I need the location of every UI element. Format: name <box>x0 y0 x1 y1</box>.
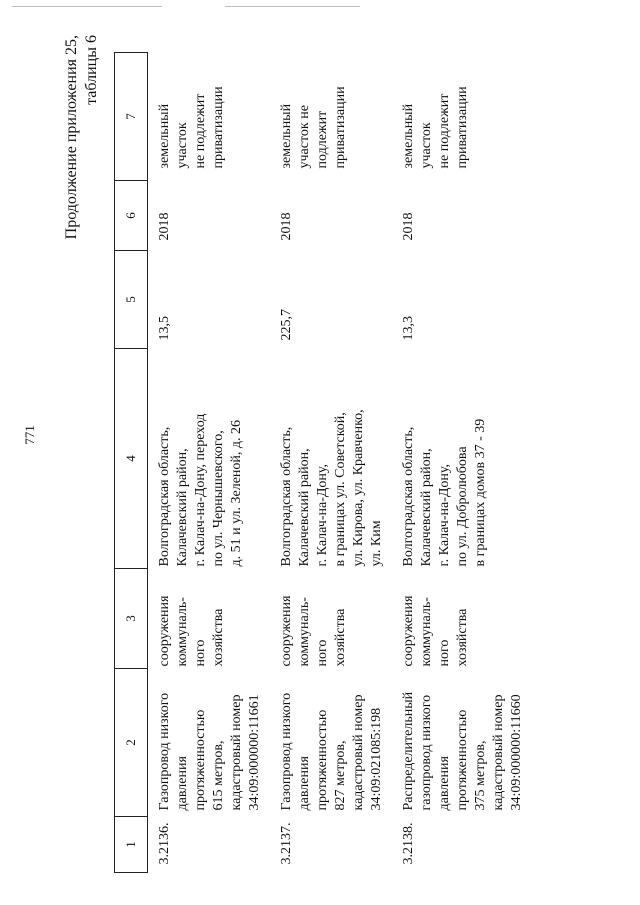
object-name: Распределительный газопровод низкого давления протяженностью 375 метров, кадастровый номер 34:09:000000:11660 <box>401 691 524 811</box>
object-purpose: сооружения коммуналь- ного хозяйства <box>279 595 348 667</box>
table-row <box>270 53 392 873</box>
header-row <box>115 53 148 873</box>
col-header: 7 <box>115 53 148 181</box>
object-address: Волгоградская область, Калачевский район, г. Калач-на-Дону, в границах ул. Советской, ул. Кирова, ул. Кравченко, ул. Ким <box>279 409 384 567</box>
appendix-caption <box>62 35 102 395</box>
object-name: Газопровод низкого давления протяженностью 615 метров, кадастровый номер 34:09:000000:11661 <box>157 692 262 811</box>
object-purpose: сооружения коммуналь- ного хозяйства <box>157 595 226 667</box>
row-number: 3.2138. <box>401 822 416 865</box>
appendix-caption-line1: Продолжение приложения 25, <box>63 35 80 240</box>
col-header: 1 <box>115 817 148 873</box>
object-address: Волгоградская область, Калачевский район, г. Калач-на-Дону, переход по ул. Чернышевского, д. 51 и ул. Зеленой, д. 26 <box>157 413 244 567</box>
object-length: 13,3 <box>401 316 416 341</box>
object-year: 2018 <box>279 212 294 241</box>
row-number: 3.2136. <box>157 822 172 865</box>
object-name: Газопровод низкого давления протяженностью 827 метров, кадастровый номер 34:09:021085:198 <box>279 692 384 811</box>
table-row <box>148 53 271 873</box>
object-purpose: сооружения коммуналь- ного хозяйства <box>401 595 470 667</box>
col-header: 3 <box>115 569 148 669</box>
object-address: Волгоградская область, Калачевский район, г. Калач-на-Дону, по ул. Добролюбова в границах домов 37 - 39 <box>401 418 488 567</box>
object-year: 2018 <box>157 212 172 241</box>
col-header: 4 <box>115 349 148 569</box>
appendix-caption-line2: таблицы 6 <box>83 35 100 105</box>
object-year: 2018 <box>401 212 416 241</box>
object-note: земельный участок не подлежит приватизации <box>279 86 348 169</box>
row-number: 3.2137. <box>279 822 294 865</box>
object-note: земельный участок не подлежит приватизации <box>401 86 470 169</box>
table-row <box>392 53 532 873</box>
page-number: 771 <box>22 425 37 445</box>
object-note: земельный участок не подлежит приватизации <box>157 86 226 169</box>
object-length: 225,7 <box>279 309 294 341</box>
col-header: 6 <box>115 181 148 251</box>
object-length: 13,5 <box>157 316 172 341</box>
col-header: 5 <box>115 251 148 349</box>
property-table <box>114 52 532 873</box>
col-header: 2 <box>115 669 148 817</box>
